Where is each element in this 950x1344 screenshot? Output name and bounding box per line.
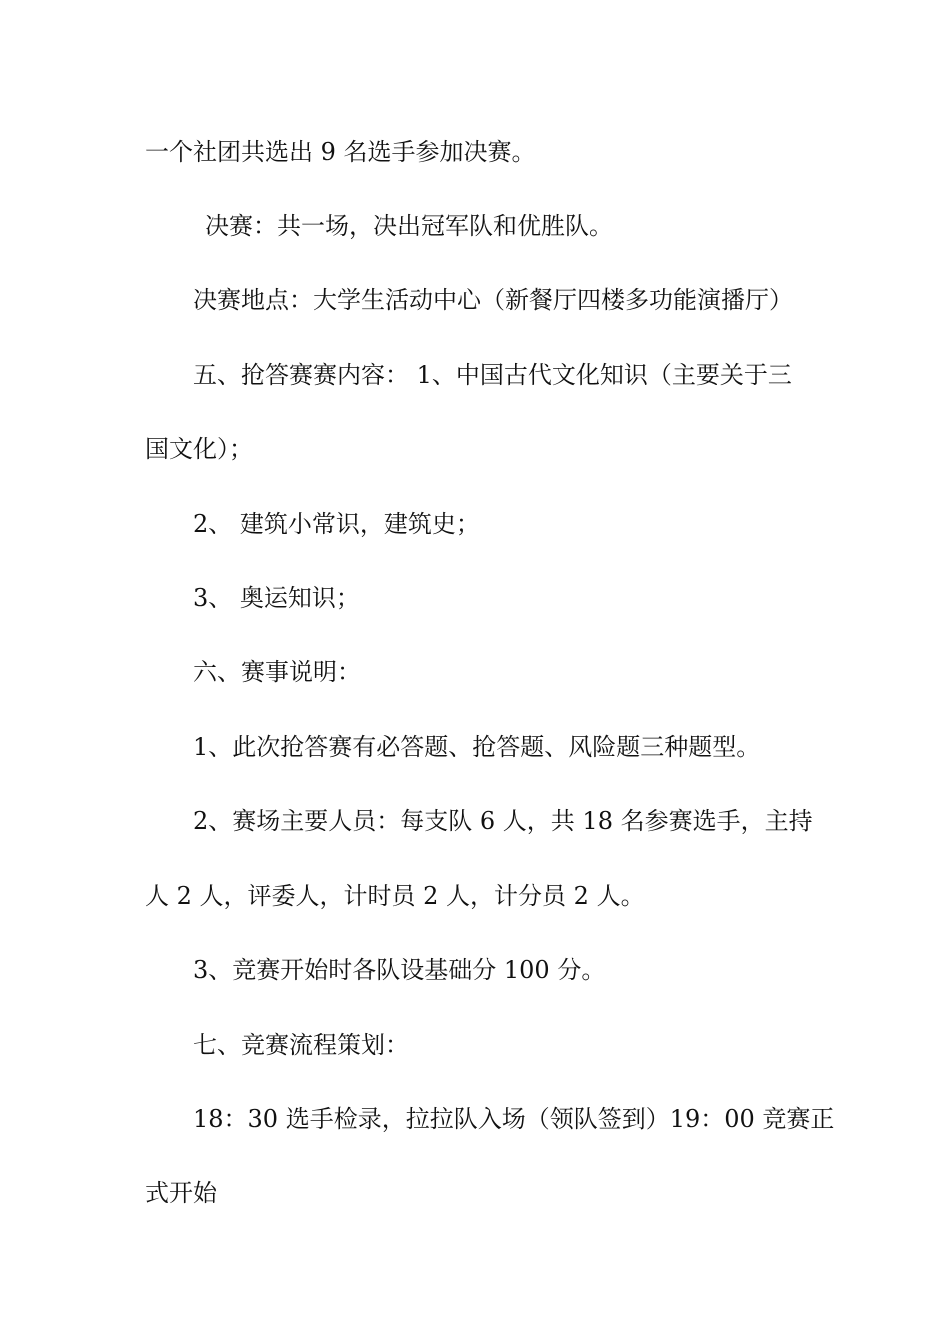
text-line-14: 18：30 选手检录，拉拉队入场（领队签到）19：00 竞赛正 (193, 1105, 835, 1133)
text-line-9: 1、此次抢答赛有必答题、抢答题、风险题三种题型。 (193, 733, 761, 761)
text-line-4: 五、抢答赛赛内容： 1、中国古代文化知识（主要关于三 (193, 361, 792, 389)
text-line-2: 决赛：共一场，决出冠军队和优胜队。 (205, 212, 613, 240)
text-line-8: 六、赛事说明： (193, 658, 361, 686)
text-line-3: 决赛地点：大学生活动中心（新餐厅四楼多功能演播厅） (193, 286, 793, 314)
text-line-11: 人 2 人，评委人，计时员 2 人，计分员 2 人。 (145, 882, 645, 910)
text-line-1: 一个社团共选出 9 名选手参加决赛。 (145, 138, 536, 166)
text-line-13: 七、竞赛流程策划： (193, 1031, 409, 1059)
text-line-6: 2、 建筑小常识，建筑史； (193, 510, 480, 538)
text-line-7: 3、 奥运知识； (193, 584, 360, 612)
text-line-10: 2、赛场主要人员：每支队 6 人，共 18 名参赛选手，主持 (193, 807, 813, 835)
text-line-12: 3、竞赛开始时各队设基础分 100 分。 (193, 956, 606, 984)
text-line-5: 国文化）； (145, 435, 253, 463)
text-line-15: 式开始 (145, 1179, 217, 1207)
